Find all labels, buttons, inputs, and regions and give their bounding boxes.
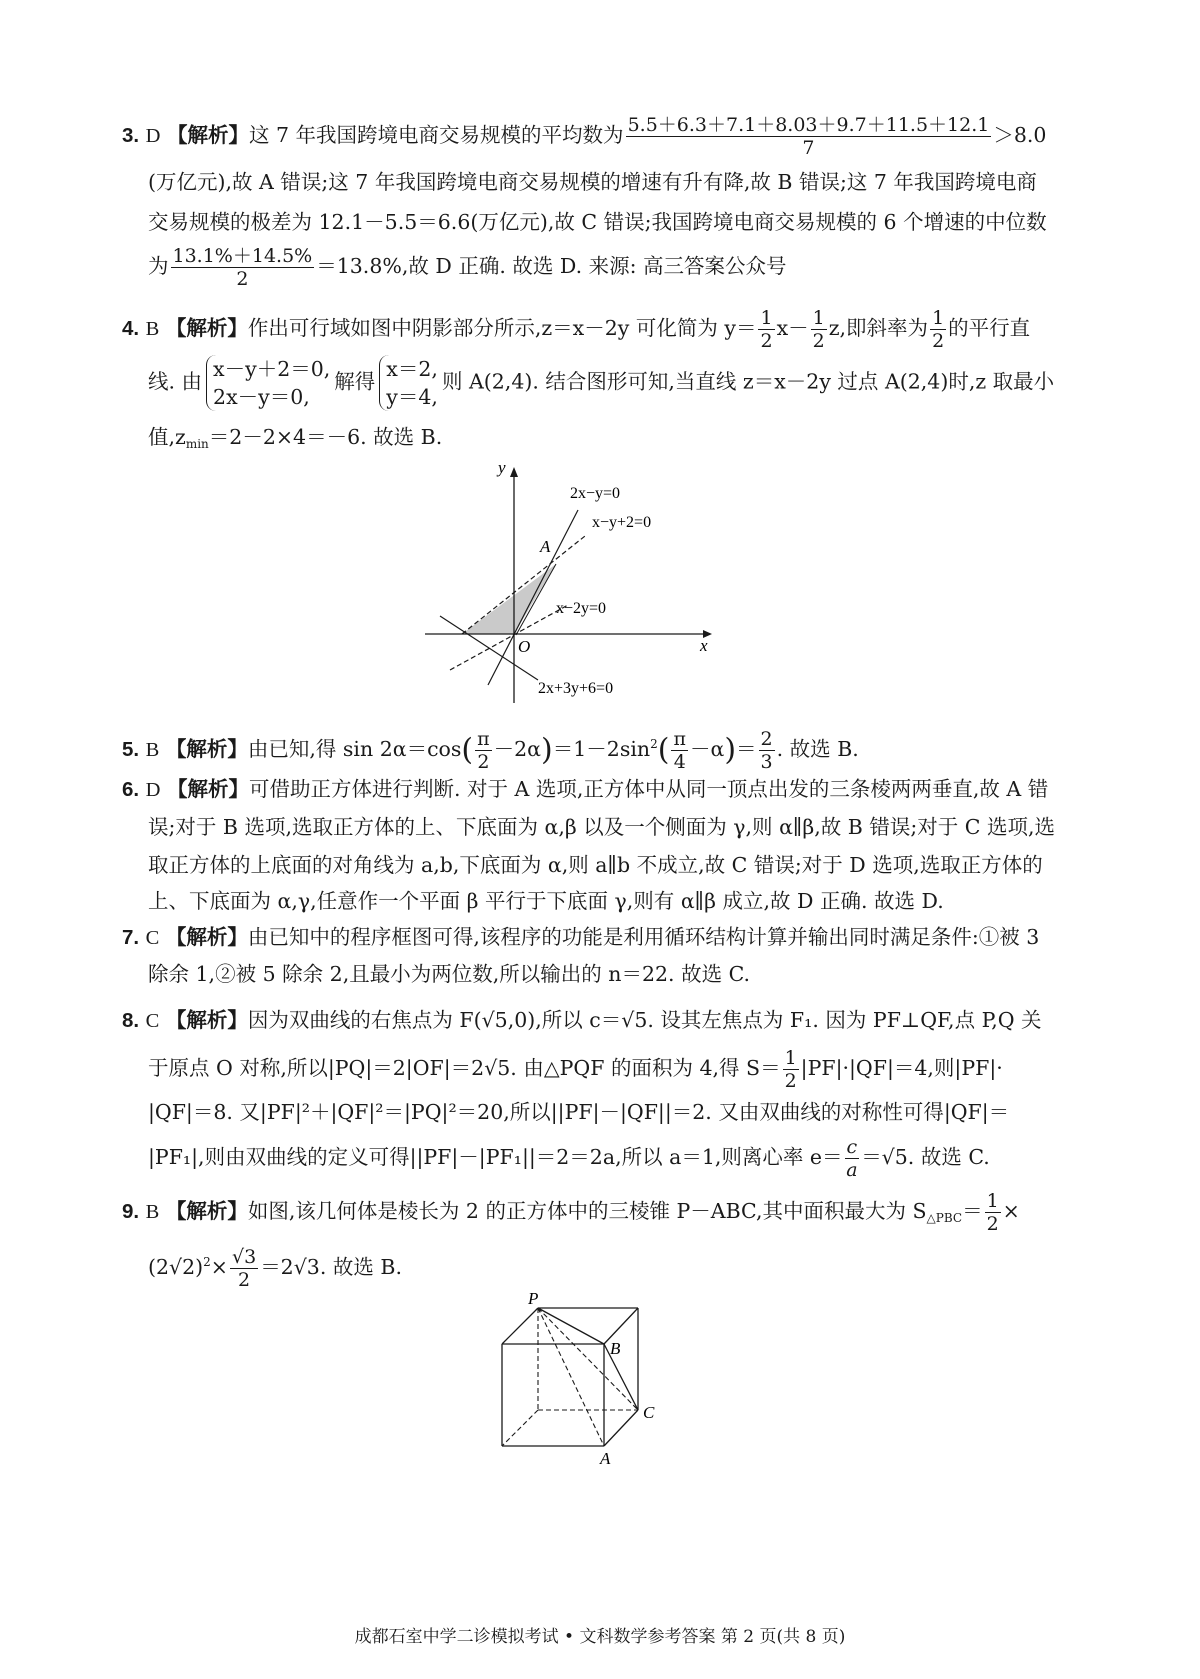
edge-pb [538,1308,604,1344]
question-number: 3. [122,124,140,147]
question-number: 6. [122,778,140,801]
question-number: 5. [122,738,140,761]
answer-letter: C [145,927,160,949]
q8-line-2: 于原点 O 对称,所以|PQ|＝2|OF|＝2√5. 由△PQF 的面积为 4,得 S＝ $\frac{1}{2}$ |PF|·|QF|＝4,则|PF|· [148,1047,1003,1092]
line-x-y-2 [462,536,585,634]
analysis-tag: 【解析】 [165,1199,248,1223]
hidden-edge [502,1410,538,1446]
fraction: $\frac{1}{2}$ [784,1047,797,1092]
analysis-tag: 【解析】 [165,316,248,340]
fraction: $\frac{√3}{2}$ [231,1246,257,1291]
q3-line-3: 交易规模的极差为 12.1－5.5＝6.6(万亿元),故 C 错误;我国跨境电商交易规模的 6 个增速的中位数 [148,210,1047,234]
analysis-tag: 【解析】 [166,123,249,147]
question-number: 9. [122,1200,140,1223]
q4-line-3: 值$,z_{min}=2-2\times 4=-6$. 故选 B. [148,425,443,451]
cube-edge [604,1410,638,1446]
fraction: $\frac{1}{2}$ [986,1190,999,1235]
line-label-2x-y: 2x−y=0 [570,485,621,502]
vertex-p-label: P [528,1290,539,1308]
line-2x-y [488,510,578,685]
fraction: $\frac{1}{2}$ [760,307,773,352]
q8-line-3: |QF|＝8. 又|PF|²＋|QF|²＝|PQ|²＝20,所以||PF|－|QF||＝2. 又由双曲线的对称性可得|QF|＝ [148,1100,1010,1124]
q6-line-3: 取正方体的上底面的对角线为 a,b,下底面为 α,则 a∥b 不成立,故 C 错误;对于 D 选项,选取正方体的 [148,853,1043,877]
question-number: 4. [122,317,140,340]
analysis-tag: 【解析】 [165,925,248,949]
q4-line-1: 4. B 【解析】作出可行域如图中阴影部分所示,z＝x－2y 可化简为 y＝ $\frac{1}{2}$ x－ $\frac{1}{2}$ z,即斜率为 $\frac{1}{2}$ 的平行直 [122,307,1031,352]
fraction: $\frac{\pi}{2}$ [477,728,490,773]
origin-label: O [518,637,531,656]
answer-letter: C [145,1010,160,1032]
answer-letter: B [145,739,160,761]
q6-line-2: 误;对于 B 选项,选取正方体的上、下底面为 α,β 以及一个侧面为 γ,则 α∥β,故 B 错误;对于 C 选项,选 [148,815,1055,839]
question-number: 8. [122,1009,140,1032]
line-label-x-y-2: x−y+2=0 [592,514,652,531]
page-footer: 成都石室中学二诊模拟考试 • 文科数学参考答案 第 2 页(共 8 页) [354,1627,846,1647]
q8-line-1: 8. C 【解析】因为双曲线的右焦点为 F(√5,0),所以 c＝√5. 设其左焦点为 F₁. 因为 PF⊥QF,点 P,Q 关 [122,1008,1042,1032]
fraction: $\frac{2}{3}$ [760,728,773,773]
q6-line-4: 上、下底面为 α,γ,任意作一个平面 β 平行于下底面 γ,则有 α∥β 成立,故 D 正确. 故选 D. [148,889,944,913]
answer-letter: B [145,1201,160,1223]
q9-line-1: 9. B 【解析】如图,该几何体是棱长为 2 的正方体中的三棱锥 P－ABC,其中面积最大为 $S_{\triangle PBC}=$ $\frac{1}{2}$ × [122,1190,1020,1235]
analysis-tag: 【解析】 [165,1008,248,1032]
answer-letter: D [145,125,161,147]
q3-line-1: 3. D 【解析】这 7 年我国跨境电商交易规模的平均数为 $\frac{5.5+6.3+7.1+8.03+9.7+11.5+12.1}{7}$ ＞8.0 [122,114,1047,159]
vertex-b-label: B [610,1339,621,1358]
q3-line-2: (万亿元),故 A 错误;这 7 年我国跨境电商交易规模的增速有升有降,故 B 错误;这 7 年我国跨境电商 [148,170,1037,194]
answer-letter: B [145,318,160,340]
vertex-a-label: A [600,1449,611,1468]
vertex-c-label: C [643,1403,655,1422]
line-label-2x-3y-6: 2x+3y+6=0 [538,680,614,697]
analysis-tag: 【解析】 [166,777,249,801]
q3-line-4: 为 $\frac{13.1\%+14.5\%}{2}$ ＝13.8%,故 D 正确. 故选 D. 来源: 高三答案公众号 [148,245,787,290]
y-axis-label: y [498,458,506,477]
answer-letter: D [145,779,161,801]
fraction: $\frac{1}{2}$ [812,307,825,352]
q7-line-2: 除余 1,②被 5 除余 2,且最小为两位数,所以输出的 n＝22. 故选 C. [148,962,751,986]
x-axis-label: x [700,636,708,655]
cube-edge [502,1308,538,1344]
q4-line-2: 线. 由 x－y＋2＝0, 2x－y＝0, 解得 x＝2, y＝4, 则 A(2,4). 结合图形可知,当直线 z＝x－2y 过点 A(2,4)时,z 取最小 [148,357,1055,409]
q7-line-1: 7. C 【解析】由已知中的程序框图可得,该程序的功能是利用循环结构计算并输出同时满足条件:①被 3 [122,925,1040,949]
equation-system: x－y＋2＝0, 2x－y＝0, [206,355,330,411]
q3-text: 这 7 年我国跨境电商交易规模的平均数为 [248,123,624,147]
analysis-tag: 【解析】 [165,737,248,761]
fraction: $\frac{c}{a}$ [846,1136,858,1181]
fraction: $\frac{13.1\%+14.5\%}{2}$ [172,245,313,290]
q9-line-2: $(2√2)^2\times$ $\frac{√3}{2}$ ＝2√3. 故选 B. [148,1246,402,1291]
q8-line-4: |PF₁|,则由双曲线的定义可得||PF|－|PF₁||＝2＝2a,所以 a＝1,则离心率 e＝ $\frac{c}{a}$ ＝√5. 故选 C. [148,1136,990,1181]
question-number: 7. [122,926,140,949]
point-a-label: A [540,537,551,556]
q5-line-1: 5. B 【解析】由已知,得 sin 2α＝cos( $\frac{\pi}{2}$ $-2\alpha)=1-2\sin^2$( $\frac{\pi}{4}$ －α)＝ $\frac{2}{3}$ . 故选 B. [122,728,859,773]
line-label-x-2y: x−2y=0 [556,600,607,617]
feasible-region-graph [420,455,730,715]
fraction: $\frac{5.5+6.3+7.1+8.03+9.7+11.5+12.1}{7}$ [627,114,990,159]
fraction: $\frac{\pi}{4}$ [673,728,686,773]
fraction: $\frac{1}{2}$ [932,307,945,352]
q6-line-1: 6. D 【解析】可借助正方体进行判断. 对于 A 选项,正方体中从同一顶点出发的三条棱两两垂直,故 A 错 [122,777,1049,801]
edge-pa [538,1308,604,1446]
cube-figure [490,1290,670,1470]
equation-system: x＝2, y＝4, [379,355,438,411]
y-axis-arrow [510,467,518,477]
